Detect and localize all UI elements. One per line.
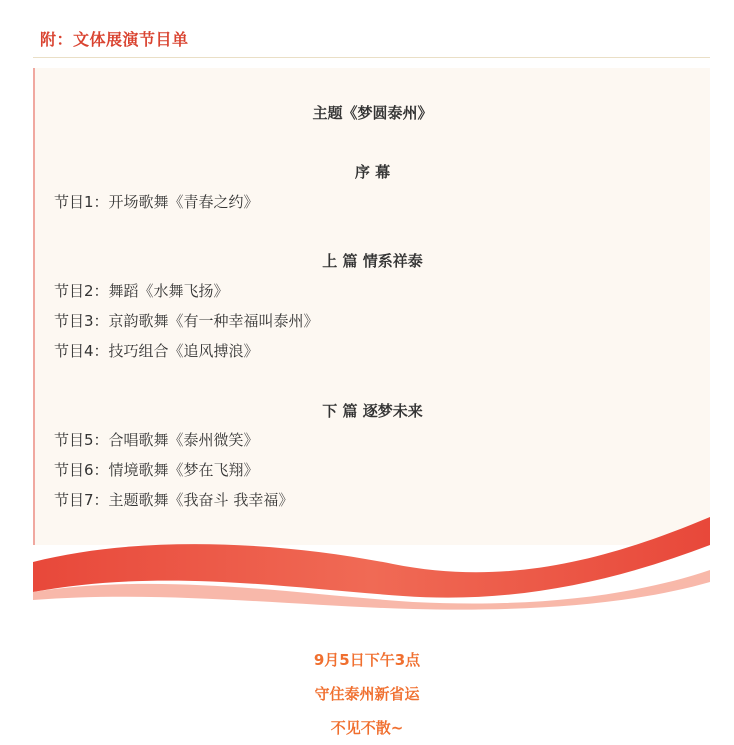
event-slogan: 守住泰州新省运 [314, 685, 420, 703]
section-title: 附：文体展演节目单 [40, 30, 189, 49]
program-item-7: 节目7：主题歌舞《我奋斗 我幸福》 [54, 491, 294, 509]
program-item-2: 节目2：舞蹈《水舞飞扬》 [54, 282, 229, 300]
title-divider [33, 57, 710, 58]
program-item-6: 节目6：情境歌舞《梦在飞翔》 [54, 461, 259, 479]
program-item-1: 节目1：开场歌舞《青春之约》 [54, 193, 259, 211]
section-heading-part-one: 上 篇 情系祥泰 [322, 252, 423, 270]
event-closing: 不见不散~ [330, 719, 404, 737]
section-heading-prologue: 序 幕 [354, 163, 391, 181]
section-heading-part-two: 下 篇 逐梦未来 [322, 402, 423, 420]
program-item-4: 节目4：技巧组合《追风搏浪》 [54, 342, 259, 360]
program-theme: 主题《梦圆泰州》 [312, 104, 433, 122]
decorative-wave [33, 512, 710, 612]
event-time: 9月5日下午3点 [313, 651, 421, 669]
program-item-5: 节目5：合唱歌舞《泰州微笑》 [54, 431, 259, 449]
program-item-3: 节目3：京韵歌舞《有一种幸福叫泰州》 [54, 312, 319, 330]
program-card [33, 68, 710, 545]
